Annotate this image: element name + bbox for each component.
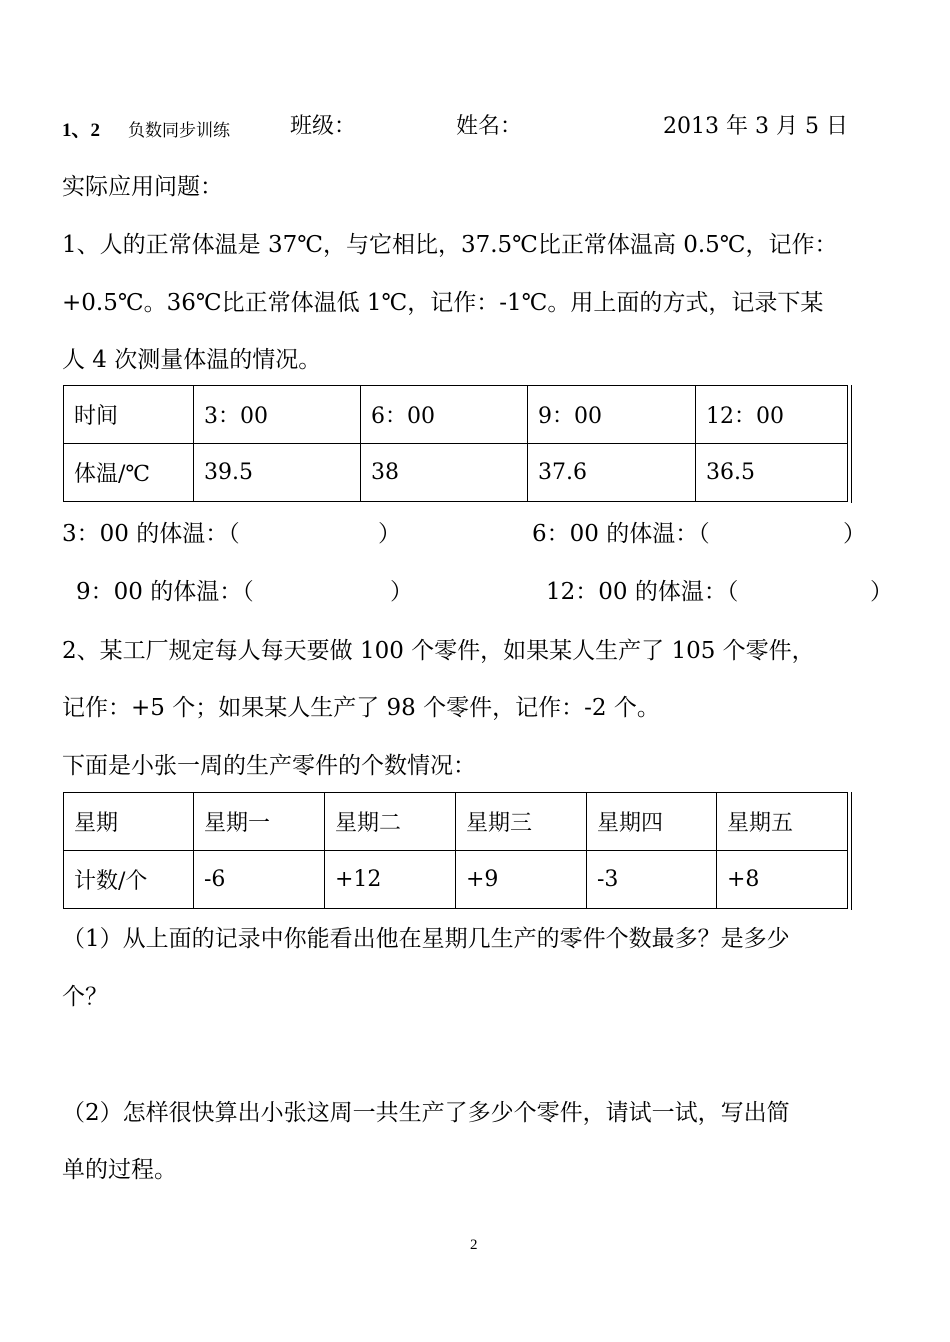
answer-9-close: ） — [390, 579, 413, 605]
table-cell: 36.5 — [696, 444, 848, 502]
q1-line-3: 人 4 次测量体温的情况。 — [62, 347, 322, 373]
q2-line-1: 2、某工厂规定每人每天要做 100 个零件，如果某人生产了 105 个零件， — [62, 638, 815, 664]
table-cell: -6 — [194, 851, 325, 909]
table-cell: 星期二 — [325, 793, 456, 851]
table-cell: 星期一 — [194, 793, 325, 851]
table-cell: 3：00 — [194, 386, 361, 444]
page-number: 2 — [470, 1237, 478, 1253]
temperature-table — [63, 385, 848, 502]
table-cell: 9：00 — [528, 386, 696, 444]
q2-line-3: 下面是小张一周的生产零件的个数情况： — [62, 753, 476, 779]
q2-sub2-line-1: （2）怎样很快算出小张这周一共生产了多少个零件，请试一试，写出简 — [62, 1100, 790, 1126]
table-cell: +12 — [325, 851, 456, 909]
table-cell: +9 — [456, 851, 587, 909]
table-row — [64, 386, 848, 444]
answer-6-close: ） — [843, 521, 866, 547]
section-title: 实际应用问题： — [62, 174, 223, 200]
table-cell: 39.5 — [194, 444, 361, 502]
answer-12-label: 12：00 的体温：（ — [546, 579, 739, 605]
table-cell: +8 — [717, 851, 848, 909]
exercise-number: 1、2 — [62, 120, 101, 141]
answer-6-label: 6：00 的体温：（ — [532, 521, 710, 547]
exercise-title: 负数同步训练 — [128, 121, 230, 141]
table-frame-line — [851, 792, 852, 910]
class-label: 班级： — [290, 114, 357, 139]
table-cell: 37.6 — [528, 444, 696, 502]
table-row — [64, 444, 848, 502]
answer-3-close: ） — [378, 521, 401, 547]
table-cell: 6：00 — [361, 386, 528, 444]
answer-12-close: ） — [870, 579, 893, 605]
table-cell: 星期五 — [717, 793, 848, 851]
table-cell: 体温/℃ — [64, 444, 194, 502]
table-cell: -3 — [587, 851, 717, 909]
table-cell: 星期三 — [456, 793, 587, 851]
table-cell: 星期 — [64, 793, 194, 851]
table-row — [64, 793, 848, 851]
table-cell: 12：00 — [696, 386, 848, 444]
answer-3-label: 3：00 的体温：（ — [62, 521, 240, 547]
name-label: 姓名： — [456, 114, 523, 139]
q2-sub2-line-2: 单的过程。 — [62, 1157, 177, 1183]
q2-sub1-line-1: （1）从上面的记录中你能看出他在星期几生产的零件个数最多？是多少 — [62, 926, 790, 952]
table-frame-line — [851, 385, 852, 503]
date-text: 2013 年 3 月 5 日 — [663, 114, 848, 139]
q1-line-1: 1、人的正常体温是 37℃，与它相比，37.5℃比正常体温高 0.5℃，记作： — [62, 232, 838, 258]
table-cell: 星期四 — [587, 793, 717, 851]
table-cell: 38 — [361, 444, 528, 502]
table-cell: 计数/个 — [64, 851, 194, 909]
q2-sub1-line-2: 个？ — [62, 984, 108, 1010]
q1-line-2: +0.5℃。36℃比正常体温低 1℃，记作：-1℃。用上面的方式，记录下某 — [62, 290, 824, 316]
table-cell: 时间 — [64, 386, 194, 444]
q2-line-2: 记作：+5 个；如果某人生产了 98 个零件，记作：-2 个。 — [62, 695, 660, 721]
table-row — [64, 851, 848, 909]
production-table — [63, 792, 848, 909]
answer-9-label: 9：00 的体温：（ — [76, 579, 254, 605]
